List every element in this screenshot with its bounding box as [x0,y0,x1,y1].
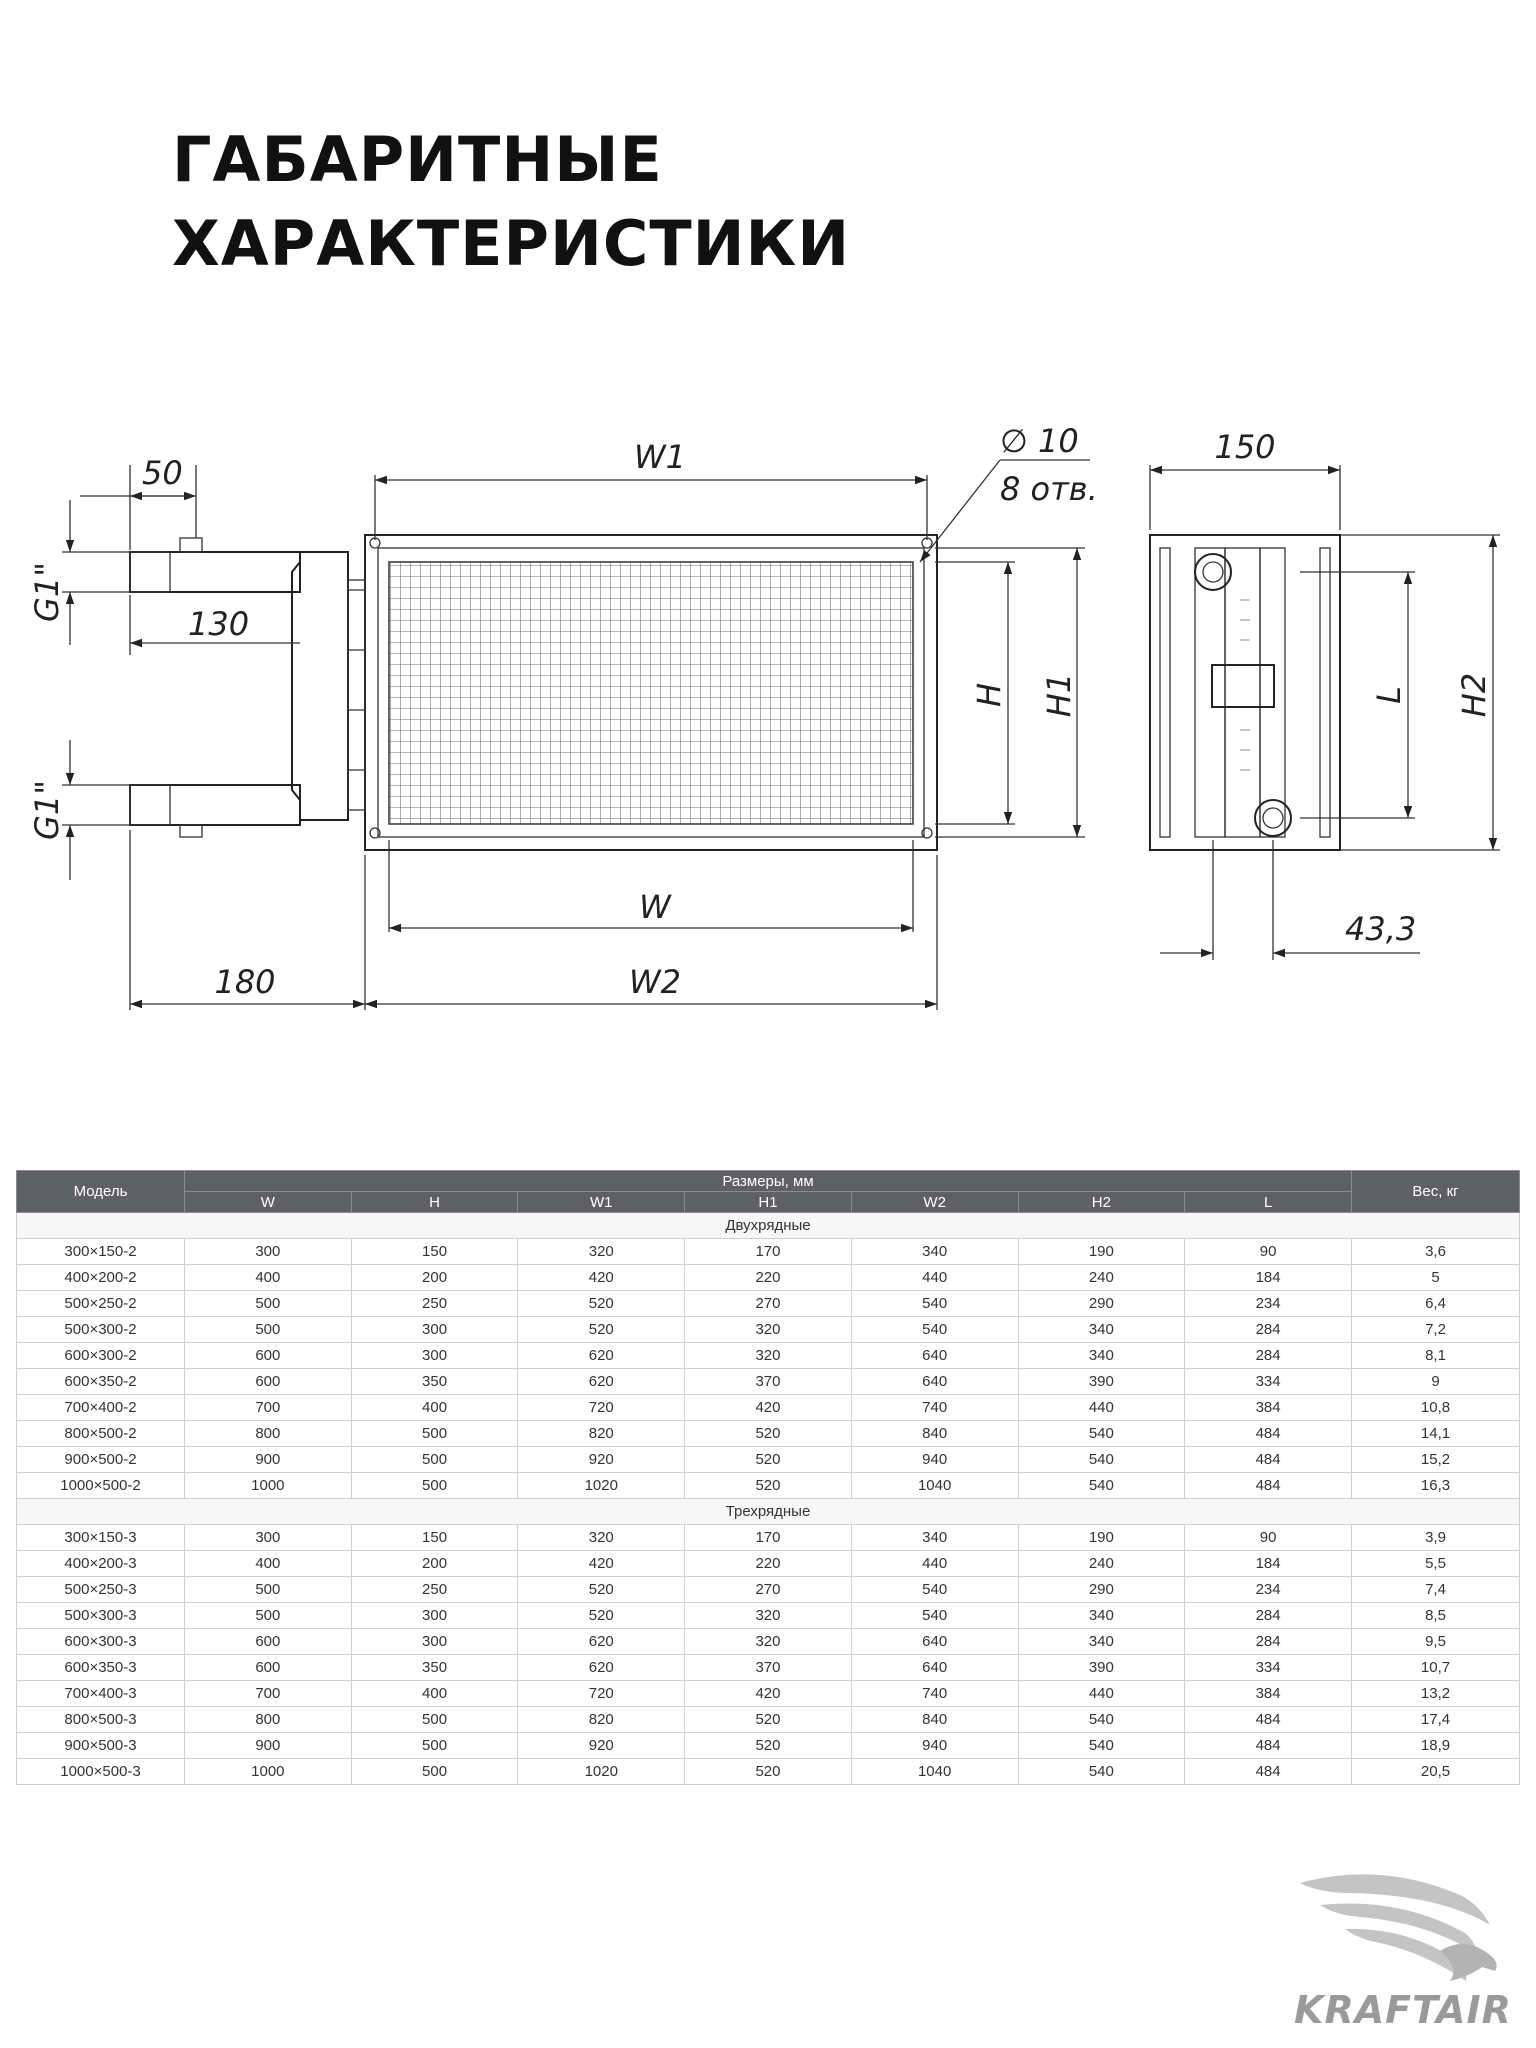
table-cell: 190 [1018,1525,1185,1551]
table-cell: 484 [1185,1733,1352,1759]
table-row [17,1551,1520,1577]
table-cell: 300 [351,1629,518,1655]
table-cell: 540 [1018,1733,1185,1759]
table-cell: 150 [351,1239,518,1265]
model-cell: 500×250-3 [17,1577,185,1603]
table-cell: 234 [1185,1577,1352,1603]
table-cell: 14,1 [1352,1421,1520,1447]
table-cell: 600 [185,1655,352,1681]
table-cell: 13,2 [1352,1681,1520,1707]
dim-w1-label: W1 [634,438,686,476]
table-cell: 284 [1185,1629,1352,1655]
table-cell: 6,4 [1352,1291,1520,1317]
front-view [130,535,937,850]
col-header-w: W [185,1192,352,1213]
dim-h1-label: H1 [1040,672,1078,718]
table-cell: 340 [1018,1317,1185,1343]
table-cell: 5 [1352,1265,1520,1291]
table-row [17,1343,1520,1369]
table-cell: 900 [185,1447,352,1473]
group-label: Двухрядные [17,1213,1520,1239]
table-cell: 384 [1185,1395,1352,1421]
model-cell: 400×200-3 [17,1551,185,1577]
table-cell: 340 [851,1525,1018,1551]
col-header-w1: W1 [518,1192,685,1213]
table-cell: 300 [351,1603,518,1629]
table-cell: 540 [1018,1707,1185,1733]
table-cell: 10,8 [1352,1395,1520,1421]
model-cell: 500×300-3 [17,1603,185,1629]
side-view-dimensions [1150,428,1500,960]
table-cell: 520 [518,1603,685,1629]
table-cell: 500 [351,1421,518,1447]
model-cell: 700×400-2 [17,1395,185,1421]
model-cell: 600×350-3 [17,1655,185,1681]
table-row [17,1369,1520,1395]
dim-180-label: 180 [214,963,276,1001]
table-row [17,1603,1520,1629]
table-cell: 620 [518,1343,685,1369]
table-cell: 1040 [851,1759,1018,1785]
group-row [17,1213,1520,1239]
table-cell: 270 [685,1291,852,1317]
table-cell: 540 [851,1577,1018,1603]
spec-table-header [17,1171,1520,1213]
table-cell: 220 [685,1551,852,1577]
table-cell: 400 [351,1681,518,1707]
table-cell: 17,4 [1352,1707,1520,1733]
dim-50-label: 50 [142,454,183,492]
table-cell: 90 [1185,1525,1352,1551]
model-cell: 300×150-2 [17,1239,185,1265]
table-cell: 320 [685,1629,852,1655]
dim-h2-label: H2 [1455,672,1493,718]
table-cell: 440 [1018,1395,1185,1421]
table-cell: 340 [1018,1343,1185,1369]
table-cell: 640 [851,1655,1018,1681]
table-row [17,1759,1520,1785]
col-header-weight: Вес, кг [1352,1171,1520,1213]
table-cell: 820 [518,1707,685,1733]
table-cell: 720 [518,1681,685,1707]
col-header-h: H [351,1192,518,1213]
table-cell: 540 [851,1603,1018,1629]
table-cell: 284 [1185,1317,1352,1343]
dim-h-label: H [970,682,1008,708]
table-cell: 600 [185,1369,352,1395]
table-cell: 500 [185,1577,352,1603]
table-cell: 500 [351,1733,518,1759]
table-cell: 500 [351,1447,518,1473]
table-cell: 500 [185,1603,352,1629]
table-cell: 420 [518,1265,685,1291]
dim-g1-bottom-label: G1" [28,780,66,840]
table-cell: 440 [851,1551,1018,1577]
table-cell: 500 [351,1707,518,1733]
table-cell: 620 [518,1369,685,1395]
table-cell: 540 [851,1291,1018,1317]
table-cell: 500 [351,1473,518,1499]
table-cell: 290 [1018,1291,1185,1317]
table-cell: 340 [1018,1603,1185,1629]
table-cell: 940 [851,1733,1018,1759]
dimension-drawing [0,400,1536,1040]
table-cell: 320 [685,1343,852,1369]
page-title-line1: ГАБАРИТНЫЕ [172,123,663,196]
table-cell: 600 [185,1629,352,1655]
table-cell: 520 [685,1473,852,1499]
table-cell: 1020 [518,1759,685,1785]
table-cell: 420 [518,1551,685,1577]
col-header-h1: H1 [685,1192,852,1213]
hole-count-label: 8 отв. [1000,470,1098,508]
table-cell: 940 [851,1447,1018,1473]
table-cell: 320 [685,1317,852,1343]
table-cell: 520 [685,1759,852,1785]
table-cell: 300 [351,1317,518,1343]
table-cell: 500 [185,1317,352,1343]
hole-diameter-label: ∅ 10 [1000,422,1079,460]
table-cell: 520 [685,1421,852,1447]
table-cell: 184 [1185,1265,1352,1291]
table-row [17,1733,1520,1759]
table-cell: 170 [685,1525,852,1551]
model-cell: 800×500-2 [17,1421,185,1447]
table-cell: 500 [351,1759,518,1785]
table-cell: 390 [1018,1369,1185,1395]
table-cell: 90 [1185,1239,1352,1265]
table-cell: 270 [685,1577,852,1603]
table-cell: 800 [185,1421,352,1447]
table-cell: 520 [685,1733,852,1759]
model-cell: 600×300-2 [17,1343,185,1369]
table-cell: 16,3 [1352,1473,1520,1499]
table-cell: 520 [685,1707,852,1733]
table-cell: 350 [351,1369,518,1395]
table-cell: 500 [185,1291,352,1317]
page-title [172,118,850,286]
table-cell: 1040 [851,1473,1018,1499]
model-cell: 500×250-2 [17,1291,185,1317]
spec-table-body [17,1213,1520,1785]
table-cell: 220 [685,1265,852,1291]
dim-g1-top-label: G1" [28,562,66,622]
table-cell: 170 [685,1239,852,1265]
table-cell: 250 [351,1577,518,1603]
table-cell: 15,2 [1352,1447,1520,1473]
table-cell: 340 [1018,1629,1185,1655]
table-row [17,1525,1520,1551]
table-cell: 420 [685,1395,852,1421]
table-cell: 7,4 [1352,1577,1520,1603]
table-row [17,1395,1520,1421]
table-cell: 920 [518,1447,685,1473]
col-header-w2: W2 [851,1192,1018,1213]
table-cell: 320 [518,1525,685,1551]
table-cell: 520 [685,1447,852,1473]
col-header-l: L [1185,1192,1352,1213]
table-cell: 340 [851,1239,1018,1265]
table-cell: 300 [351,1343,518,1369]
table-cell: 5,5 [1352,1551,1520,1577]
model-cell: 400×200-2 [17,1265,185,1291]
table-row [17,1447,1520,1473]
table-cell: 540 [1018,1759,1185,1785]
table-cell: 3,6 [1352,1239,1520,1265]
table-row [17,1707,1520,1733]
table-cell: 290 [1018,1577,1185,1603]
table-cell: 250 [351,1291,518,1317]
table-cell: 3,9 [1352,1525,1520,1551]
brand-name: KRAFTAIR [1294,1988,1512,2032]
table-cell: 9 [1352,1369,1520,1395]
group-row [17,1499,1520,1525]
model-cell: 1000×500-3 [17,1759,185,1785]
dim-130-label: 130 [188,605,250,643]
table-cell: 18,9 [1352,1733,1520,1759]
table-cell: 1020 [518,1473,685,1499]
table-cell: 300 [185,1525,352,1551]
dim-43-label: 43,3 [1345,910,1417,948]
table-cell: 320 [518,1239,685,1265]
table-cell: 620 [518,1655,685,1681]
table-cell: 240 [1018,1265,1185,1291]
table-cell: 184 [1185,1551,1352,1577]
table-cell: 740 [851,1681,1018,1707]
col-header-model: Модель [17,1171,185,1213]
table-cell: 540 [1018,1473,1185,1499]
table-cell: 820 [518,1421,685,1447]
table-cell: 420 [685,1681,852,1707]
table-cell: 440 [851,1265,1018,1291]
table-cell: 640 [851,1369,1018,1395]
table-cell: 520 [518,1291,685,1317]
model-cell: 600×300-3 [17,1629,185,1655]
table-row [17,1577,1520,1603]
table-cell: 484 [1185,1421,1352,1447]
table-cell: 920 [518,1733,685,1759]
table-cell: 540 [1018,1421,1185,1447]
table-cell: 620 [518,1629,685,1655]
table-cell: 8,1 [1352,1343,1520,1369]
table-cell: 484 [1185,1473,1352,1499]
page-title-line2: ХАРАКТЕРИСТИКИ [172,207,851,280]
table-cell: 600 [185,1343,352,1369]
table-cell: 370 [685,1655,852,1681]
table-cell: 800 [185,1707,352,1733]
model-cell: 1000×500-2 [17,1473,185,1499]
table-cell: 400 [185,1265,352,1291]
table-cell: 240 [1018,1551,1185,1577]
table-cell: 9,5 [1352,1629,1520,1655]
dim-w-label: W [639,888,671,926]
table-cell: 1000 [185,1473,352,1499]
table-cell: 190 [1018,1239,1185,1265]
table-cell: 400 [351,1395,518,1421]
table-cell: 400 [185,1551,352,1577]
table-cell: 900 [185,1733,352,1759]
table-cell: 234 [1185,1291,1352,1317]
spec-table [16,1170,1520,1785]
table-cell: 484 [1185,1759,1352,1785]
table-row [17,1265,1520,1291]
model-cell: 300×150-3 [17,1525,185,1551]
table-cell: 10,7 [1352,1655,1520,1681]
table-row [17,1681,1520,1707]
side-view [1150,535,1340,850]
model-cell: 900×500-3 [17,1733,185,1759]
table-cell: 840 [851,1707,1018,1733]
table-cell: 440 [1018,1681,1185,1707]
table-row [17,1473,1520,1499]
table-cell: 700 [185,1395,352,1421]
table-cell: 8,5 [1352,1603,1520,1629]
table-cell: 1000 [185,1759,352,1785]
table-row [17,1239,1520,1265]
table-cell: 520 [518,1577,685,1603]
model-cell: 600×350-2 [17,1369,185,1395]
table-row [17,1317,1520,1343]
table-cell: 540 [851,1317,1018,1343]
col-header-h2: H2 [1018,1192,1185,1213]
dim-l-label: L [1370,686,1408,704]
table-cell: 200 [351,1551,518,1577]
table-cell: 284 [1185,1603,1352,1629]
table-cell: 740 [851,1395,1018,1421]
table-cell: 200 [351,1265,518,1291]
table-cell: 284 [1185,1343,1352,1369]
table-cell: 484 [1185,1707,1352,1733]
table-cell: 520 [518,1317,685,1343]
table-cell: 370 [685,1369,852,1395]
table-cell: 334 [1185,1655,1352,1681]
dim-w2-label: W2 [629,963,681,1001]
table-cell: 640 [851,1343,1018,1369]
table-cell: 840 [851,1421,1018,1447]
table-cell: 540 [1018,1447,1185,1473]
table-row [17,1291,1520,1317]
table-row [17,1421,1520,1447]
table-cell: 484 [1185,1447,1352,1473]
table-cell: 320 [685,1603,852,1629]
dim-150-label: 150 [1214,428,1276,466]
group-label: Трехрядные [17,1499,1520,1525]
model-cell: 500×300-2 [17,1317,185,1343]
table-cell: 334 [1185,1369,1352,1395]
table-cell: 384 [1185,1681,1352,1707]
model-cell: 900×500-2 [17,1447,185,1473]
table-cell: 300 [185,1239,352,1265]
table-cell: 700 [185,1681,352,1707]
table-cell: 350 [351,1655,518,1681]
table-cell: 720 [518,1395,685,1421]
model-cell: 700×400-3 [17,1681,185,1707]
table-cell: 390 [1018,1655,1185,1681]
col-header-sizes: Размеры, мм [185,1171,1352,1192]
table-cell: 150 [351,1525,518,1551]
table-cell: 7,2 [1352,1317,1520,1343]
table-row [17,1629,1520,1655]
table-row [17,1655,1520,1681]
table-cell: 640 [851,1629,1018,1655]
table-cell: 20,5 [1352,1759,1520,1785]
model-cell: 800×500-3 [17,1707,185,1733]
